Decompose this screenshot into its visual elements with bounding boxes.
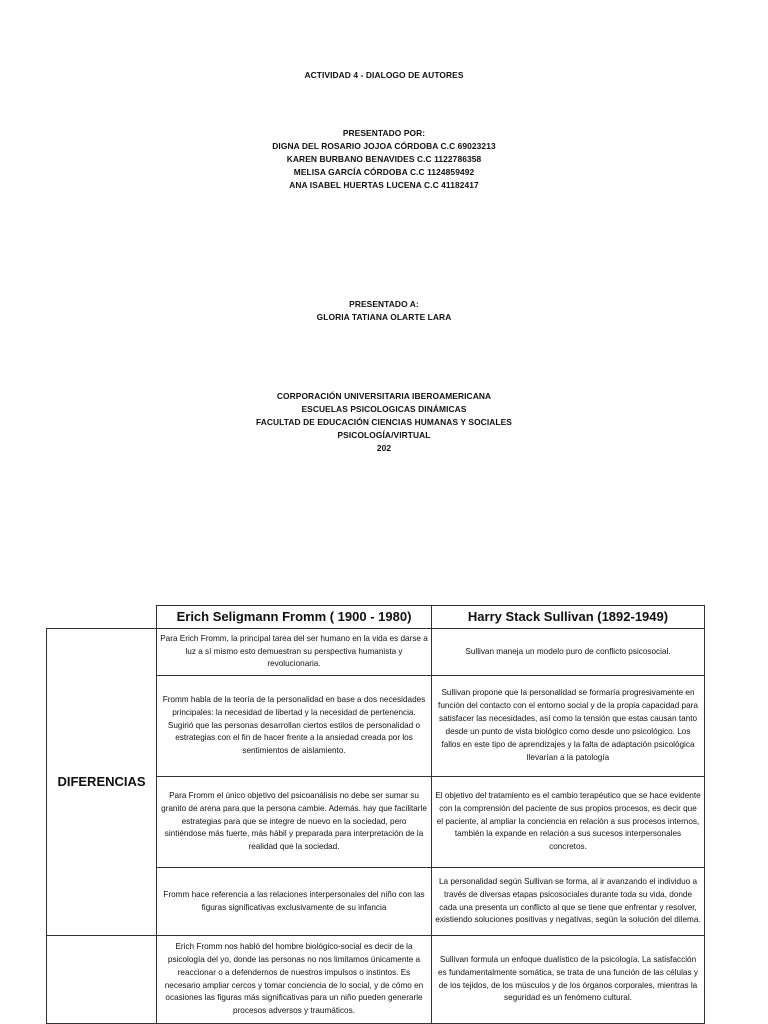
fromm-cell: Fromm hace referencia a las relaciones interpersonales del niño con las figuras significativas exclusivamente de su infancia [157,868,432,936]
table-row [47,629,705,676]
fromm-cell: Para Erich Fromm, la principal tarea del ser humano en la vida es darse a luz a sí mismo esto demuestran su perspectiva humanista y revolucionaria. [157,629,432,676]
institution-section [0,390,768,455]
institution-line: 202 [376,443,392,453]
document-title [0,69,768,82]
sullivan-cell: Sullivan maneja un modelo puro de conflicto psicosocial. [432,629,705,676]
sullivan-column-header: Harry Stack Sullivan (1892-1949) [432,606,705,629]
sullivan-cell: La personalidad según Sullivan se forma, al ir avanzando el individuo a través de diversas etapas psicosociales durante toda su vida, donde cada una presenta un conflicto al que se tiene que enfrentar y resolver, existiendo soluciones positivas y negativas, según la solución del dilema. [432,868,705,936]
presented-by-label: PRESENTADO POR: [342,128,426,138]
author-name: KAREN BURBANO BENAVIDES C.C 1122786358 [286,154,482,164]
activity-title: ACTIVIDAD 4 - DIALOGO DE AUTORES [304,70,464,80]
fromm-cell: Erich Fromm nos habló del hombre biológico-social es decir de la psicología del yo, donde las personas no nos limitamos únicamente a reaccionar o a defendernos de nuestros impulsos o instintos. Es necesario ampliar cercos y tomar conciencia de lo social, y de cómo en ocasiones las figuras más significativas para un niño pueden generarle procesos adversos y traumáticos. [157,936,432,1024]
author-name: ANA ISABEL HUERTAS LUCENA C.C 41182417 [289,180,479,190]
sullivan-cell: Sullivan propone que la personalidad se formaría progresivamente en función del contacto con el entorno social y de la propia capacidad para satisfacer las necesidades, así como la tensión que estas causan tanto desde un punto de vista biológico como desde uno psicológico. Los fallos en este tipo de aprendizajes y la falta de adaptación psicológica llevarían a la patología [432,676,705,777]
sullivan-cell: El objetivo del tratamiento es el cambio terapéutico que se hace evidente con la comprensión del paciente de sus propios procesos, es decir que el paciente, al ampliar la conciencia en relación a sus procesos internos, también la expande en relación a sus sucesos interpersonales concretos. [432,777,705,868]
author-name: DIGNA DEL ROSARIO JOJOA CÓRDOBA C.C 69023213 [272,141,496,151]
institution-line: PSICOLOGÍA/VIRTUAL [337,430,431,440]
advisor-section [0,298,768,324]
authors-section [0,127,768,192]
fromm-column-header: Erich Seligmann Fromm ( 1900 - 1980) [157,606,432,629]
comparison-table [46,605,705,1024]
institution-line: ESCUELAS PSICOLOGICAS DINÁMICAS [301,404,467,414]
table-header-row [47,606,705,629]
fromm-cell: Fromm habla de la teoría de la personalidad en base a dos necesidades principales: la necesidad de libertad y la necesidad de pertenencia. Sugirió que las personas desarrollan ciertos estilos de personalidad o estrategias con el fin de hacer frente a la ansiedad creada por los sentimientos de aislamiento. [157,676,432,777]
advisor-name: GLORIA TATIANA OLARTE LARA [316,312,452,322]
next-group-label-cell [47,936,157,1024]
institution-line: FACULTAD DE EDUCACIÓN CIENCIAS HUMANAS Y SOCIALES [255,417,512,427]
author-name: MELISA GARCÍA CÓRDOBA C.C 1124859492 [293,167,475,177]
table-row [47,936,705,1024]
differences-row-label: DIFERENCIAS [47,629,157,936]
presented-to-label: PRESENTADO A: [349,299,419,309]
table-corner-cell [47,606,157,629]
institution-line: CORPORACIÓN UNIVERSITARIA IBEROAMERICANA [276,391,492,401]
fromm-cell: Para Fromm el único objetivo del psicoanálisis no debe ser sumar su granito de arena para que la persona cambie. Además. hay que facilitarle estrategias para que se integre de nuevo en la sociedad, pero sintiéndose más fuerte, más hábil y preparada para interpretación de la realidad que la sociedad. [157,777,432,868]
sullivan-cell: Sullivan formula un enfoque dualístico de la psicología. La satisfacción es fundamentalmente somática, se trata de una función de las células y de los tejidos, de los músculos y de los órganos corporales, mientras la seguridad es un fenómeno cultural. [432,936,705,1024]
